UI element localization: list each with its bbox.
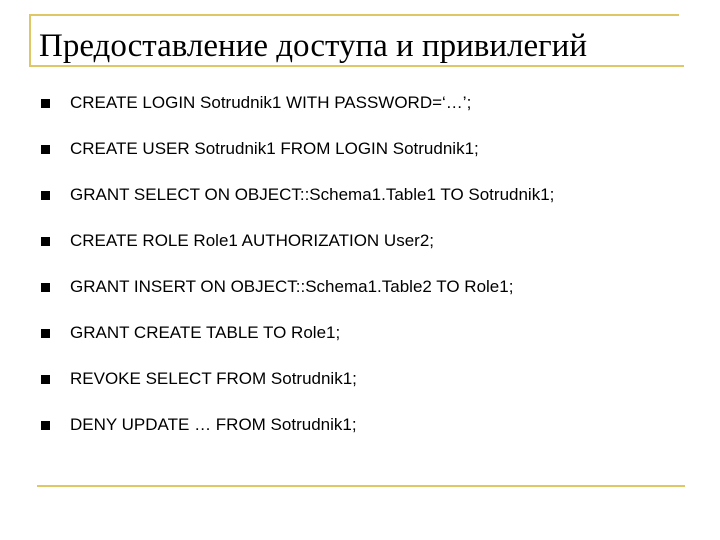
square-bullet-icon — [41, 329, 50, 338]
list-item — [40, 402, 690, 448]
page-title: Предоставление доступа и привилегий — [39, 28, 587, 64]
square-bullet-icon — [41, 237, 50, 246]
title-frame-top-line — [29, 14, 679, 16]
square-bullet-icon — [41, 421, 50, 430]
bullet-text: GRANT SELECT ON OBJECT::Schema1.Table1 TO Sotrudnik1; — [70, 185, 555, 204]
square-bullet-icon — [41, 99, 50, 108]
square-bullet-icon — [41, 145, 50, 154]
bullet-text: CREATE USER Sotrudnik1 FROM LOGIN Sotrudnik1; — [70, 139, 479, 158]
bullet-text: CREATE ROLE Role1 AUTHORIZATION User2; — [70, 231, 434, 250]
bullet-text: DENY UPDATE … FROM Sotrudnik1; — [70, 415, 357, 434]
bullet-text: GRANT CREATE TABLE TO Role1; — [70, 323, 341, 342]
square-bullet-icon — [41, 191, 50, 200]
footer-divider — [37, 485, 685, 487]
bullet-list — [40, 80, 690, 448]
title-frame-left-line — [29, 14, 31, 66]
list-item — [40, 356, 690, 402]
list-item — [40, 126, 690, 172]
list-item — [40, 264, 690, 310]
bullet-text: REVOKE SELECT FROM Sotrudnik1; — [70, 369, 357, 388]
list-item — [40, 218, 690, 264]
square-bullet-icon — [41, 283, 50, 292]
bullet-text: GRANT INSERT ON OBJECT::Schema1.Table2 TO Role1; — [70, 277, 514, 296]
title-underline — [29, 65, 684, 67]
list-item — [40, 310, 690, 356]
list-item — [40, 80, 690, 126]
list-item — [40, 172, 690, 218]
bullet-text: CREATE LOGIN Sotrudnik1 WITH PASSWORD=‘…’; — [70, 93, 472, 112]
square-bullet-icon — [41, 375, 50, 384]
